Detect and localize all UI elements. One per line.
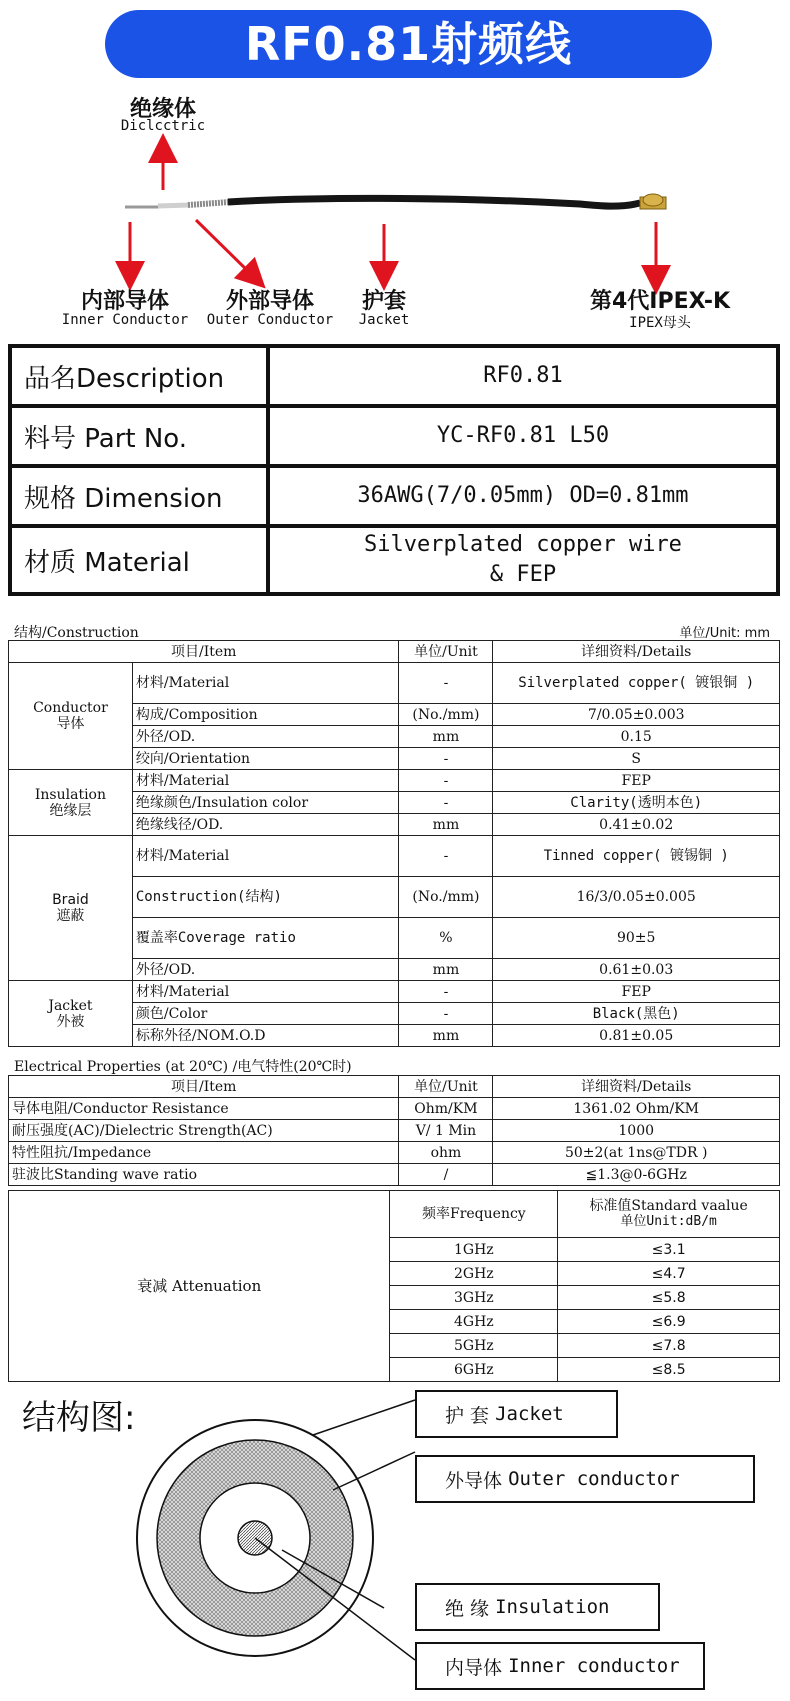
row-item: 材料/Material (132, 770, 399, 792)
row-item: 标称外径/NOM.O.D (132, 1025, 399, 1047)
row-item: 特性阻抗/Impedance (9, 1142, 399, 1164)
material-value-line2: & FEP (489, 562, 557, 587)
attenuation-header-row (9, 1191, 780, 1238)
row-item: Construction(结构) (132, 877, 399, 918)
attenuation-table (8, 1190, 780, 1382)
row-unit: mm (399, 726, 493, 748)
frequency-header: 频率Frequency (390, 1191, 558, 1238)
row-item: 覆盖率Coverage ratio (132, 918, 399, 959)
outer-conductor-callout-en: Outer conductor (508, 1468, 680, 1490)
row-detail: ≦1.3@0-6GHz (493, 1164, 780, 1186)
insulation-callout-cn: 绝 缘 (445, 1597, 490, 1620)
unit-caption: 单位/Unit: mm (679, 626, 770, 641)
row-item: 外径/OD. (132, 726, 399, 748)
material-value (268, 526, 778, 594)
row-detail: 16/3/0.05±0.005 (493, 877, 780, 918)
row-unit: mm (399, 1025, 493, 1047)
jacket-callout-en: Jacket (495, 1403, 564, 1425)
insulation-callout (415, 1583, 660, 1631)
freq-cell: 4GHz (390, 1310, 558, 1334)
row-item: 绝缘颜色/Insulation color (132, 792, 399, 814)
row-detail: 0.41±0.02 (493, 814, 780, 836)
material-key: 材质 Material (10, 526, 268, 594)
row-detail: S (493, 748, 780, 770)
row-detail: Tinned copper( 镀锡铜 ) (493, 836, 780, 877)
part-number-row (10, 406, 778, 466)
row-detail: 7/0.05±0.003 (493, 704, 780, 726)
row-item: 外径/OD. (132, 959, 399, 981)
row-unit: - (399, 748, 493, 770)
row-item: 颜色/Color (132, 1003, 399, 1025)
freq-cell: 3GHz (390, 1286, 558, 1310)
connector-label-en: IPEX母头 (629, 315, 691, 331)
row-detail: 1361.02 Ohm/KM (493, 1098, 780, 1120)
header-unit: 单位/Unit (399, 1076, 493, 1098)
freq-cell: 2GHz (390, 1262, 558, 1286)
row-unit: - (399, 1003, 493, 1025)
value-cell: ≤3.1 (558, 1238, 780, 1262)
row-detail: 0.61±0.03 (493, 959, 780, 981)
table-row (9, 981, 780, 1003)
row-item: 材料/Material (132, 836, 399, 877)
construction-table (8, 640, 780, 1047)
header-item: 项目/Item (9, 1076, 399, 1098)
jacket-callout-cn: 护 套 (445, 1404, 490, 1427)
construction-caption: 结构/Construction (14, 625, 139, 641)
table-row (9, 836, 780, 877)
electrical-table (8, 1075, 780, 1186)
row-unit: - (399, 663, 493, 704)
row-item: 导体电阻/Conductor Resistance (9, 1098, 399, 1120)
material-value-line1: Silverplated copper wire (364, 532, 682, 557)
row-detail: 1000 (493, 1120, 780, 1142)
group-braid (9, 836, 133, 981)
group-name-cn: 绝缘层 (49, 802, 92, 819)
row-unit: V/ 1 Min (399, 1120, 493, 1142)
description-key: 品名Description (10, 346, 268, 406)
row-item: 材料/Material (132, 663, 399, 704)
table-row (9, 663, 780, 704)
freq-cell: 6GHz (390, 1358, 558, 1382)
standard-header (558, 1191, 780, 1238)
page-title: RF0.81射频线 (105, 10, 712, 78)
inner-conductor-callout-cn: 内导体 (445, 1656, 503, 1679)
group-name-en: Conductor (33, 700, 108, 716)
description-value: RF0.81 (268, 346, 778, 406)
connector-label-cn: 第4代IPEX-K (590, 289, 730, 314)
header-item: 项目/Item (9, 641, 399, 663)
row-item: 耐压强度(AC)/Dielectric Strength(AC) (9, 1120, 399, 1142)
row-detail: 0.15 (493, 726, 780, 748)
row-unit: / (399, 1164, 493, 1186)
row-unit: (No./mm) (399, 877, 493, 918)
value-cell: ≤8.5 (558, 1358, 780, 1382)
header-details: 详细资料/Details (493, 641, 780, 663)
structure-title: 结构图: (22, 1398, 136, 1438)
description-table (8, 344, 780, 596)
value-cell: ≤7.8 (558, 1334, 780, 1358)
outer-conductor-label-cn: 外部导体 (225, 289, 314, 314)
row-unit: - (399, 981, 493, 1003)
dimension-value: 36AWG(7/0.05mm) OD=0.81mm (268, 466, 778, 526)
row-detail: 90±5 (493, 918, 780, 959)
group-name-cn: 导体 (56, 716, 85, 732)
row-unit: - (399, 770, 493, 792)
description-row (10, 346, 778, 406)
part-number-value: YC-RF0.81 L50 (268, 406, 778, 466)
table-row (9, 1142, 780, 1164)
part-number-key: 料号 Part No. (10, 406, 268, 466)
row-detail: 50±2(at 1ns@TDR ) (493, 1142, 780, 1164)
jacket-callout (415, 1390, 618, 1438)
row-unit: - (399, 836, 493, 877)
row-unit: ohm (399, 1142, 493, 1164)
group-name-cn: 外被 (56, 1013, 85, 1030)
row-detail: Silverplated copper( 镀银铜 ) (493, 663, 780, 704)
row-item: 绞向/Orientation (132, 748, 399, 770)
group-name-en: Braid (52, 892, 89, 908)
group-name-en: Insulation (34, 786, 106, 803)
dielectric-label-cn: 绝缘体 (129, 97, 196, 122)
standard-header-line1: 标准值Standard vaalue (589, 1198, 748, 1214)
row-unit: % (399, 918, 493, 959)
outer-conductor-callout (415, 1455, 755, 1503)
row-detail: Clarity(透明本色) (493, 792, 780, 814)
row-unit: mm (399, 959, 493, 981)
table-row (9, 1098, 780, 1120)
outer-conductor-label-en: Outer Conductor (206, 312, 334, 328)
value-cell: ≤4.7 (558, 1262, 780, 1286)
value-cell: ≤5.8 (558, 1286, 780, 1310)
group-jacket (9, 981, 133, 1047)
group-name-cn: 遮蔽 (56, 908, 85, 924)
row-detail: Black(黑色) (493, 1003, 780, 1025)
row-item: 绝缘线径/OD. (132, 814, 399, 836)
inner-conductor-callout (415, 1642, 705, 1690)
table-row (9, 1164, 780, 1186)
row-item: 驻波比Standing wave ratio (9, 1164, 399, 1186)
electrical-header-row (9, 1076, 780, 1098)
dielectric-label-en: Diclcctric (120, 118, 206, 134)
value-cell: ≤6.9 (558, 1310, 780, 1334)
row-item: 材料/Material (132, 981, 399, 1003)
group-name-en: Jacket (48, 997, 93, 1014)
row-item: 构成/Composition (132, 704, 399, 726)
group-conductor (9, 663, 133, 770)
material-row (10, 526, 778, 594)
row-detail: FEP (493, 770, 780, 792)
insulation-callout-en: Insulation (495, 1596, 610, 1618)
outer-conductor-callout-cn: 外导体 (445, 1469, 503, 1492)
row-detail: 0.81±0.05 (493, 1025, 780, 1047)
standard-header-line2: 单位Unit:dB/m (620, 1214, 717, 1229)
freq-cell: 1GHz (390, 1238, 558, 1262)
freq-cell: 5GHz (390, 1334, 558, 1358)
jacket-label-en: Jacket (358, 312, 410, 328)
inner-conductor-label-cn: 内部导体 (80, 289, 169, 314)
row-detail: FEP (493, 981, 780, 1003)
construction-header-row (9, 641, 780, 663)
header-details: 详细资料/Details (493, 1076, 780, 1098)
table-row (9, 1120, 780, 1142)
jacket-label-cn: 护套 (361, 289, 406, 314)
row-unit: Ohm/KM (399, 1098, 493, 1120)
header-unit: 单位/Unit (399, 641, 493, 663)
inner-conductor-label-en: Inner Conductor (61, 312, 189, 328)
row-unit: (No./mm) (399, 704, 493, 726)
row-unit: mm (399, 814, 493, 836)
row-unit: - (399, 792, 493, 814)
dimension-row (10, 466, 778, 526)
table-row (9, 770, 780, 792)
group-insulation (9, 770, 133, 836)
inner-conductor-callout-en: Inner conductor (508, 1655, 680, 1677)
attenuation-label: 衰减 Attenuation (9, 1191, 390, 1382)
dimension-key: 规格 Dimension (10, 466, 268, 526)
electrical-caption: Electrical Properties (at 20℃) /电气特性(20℃时) (14, 1059, 352, 1075)
